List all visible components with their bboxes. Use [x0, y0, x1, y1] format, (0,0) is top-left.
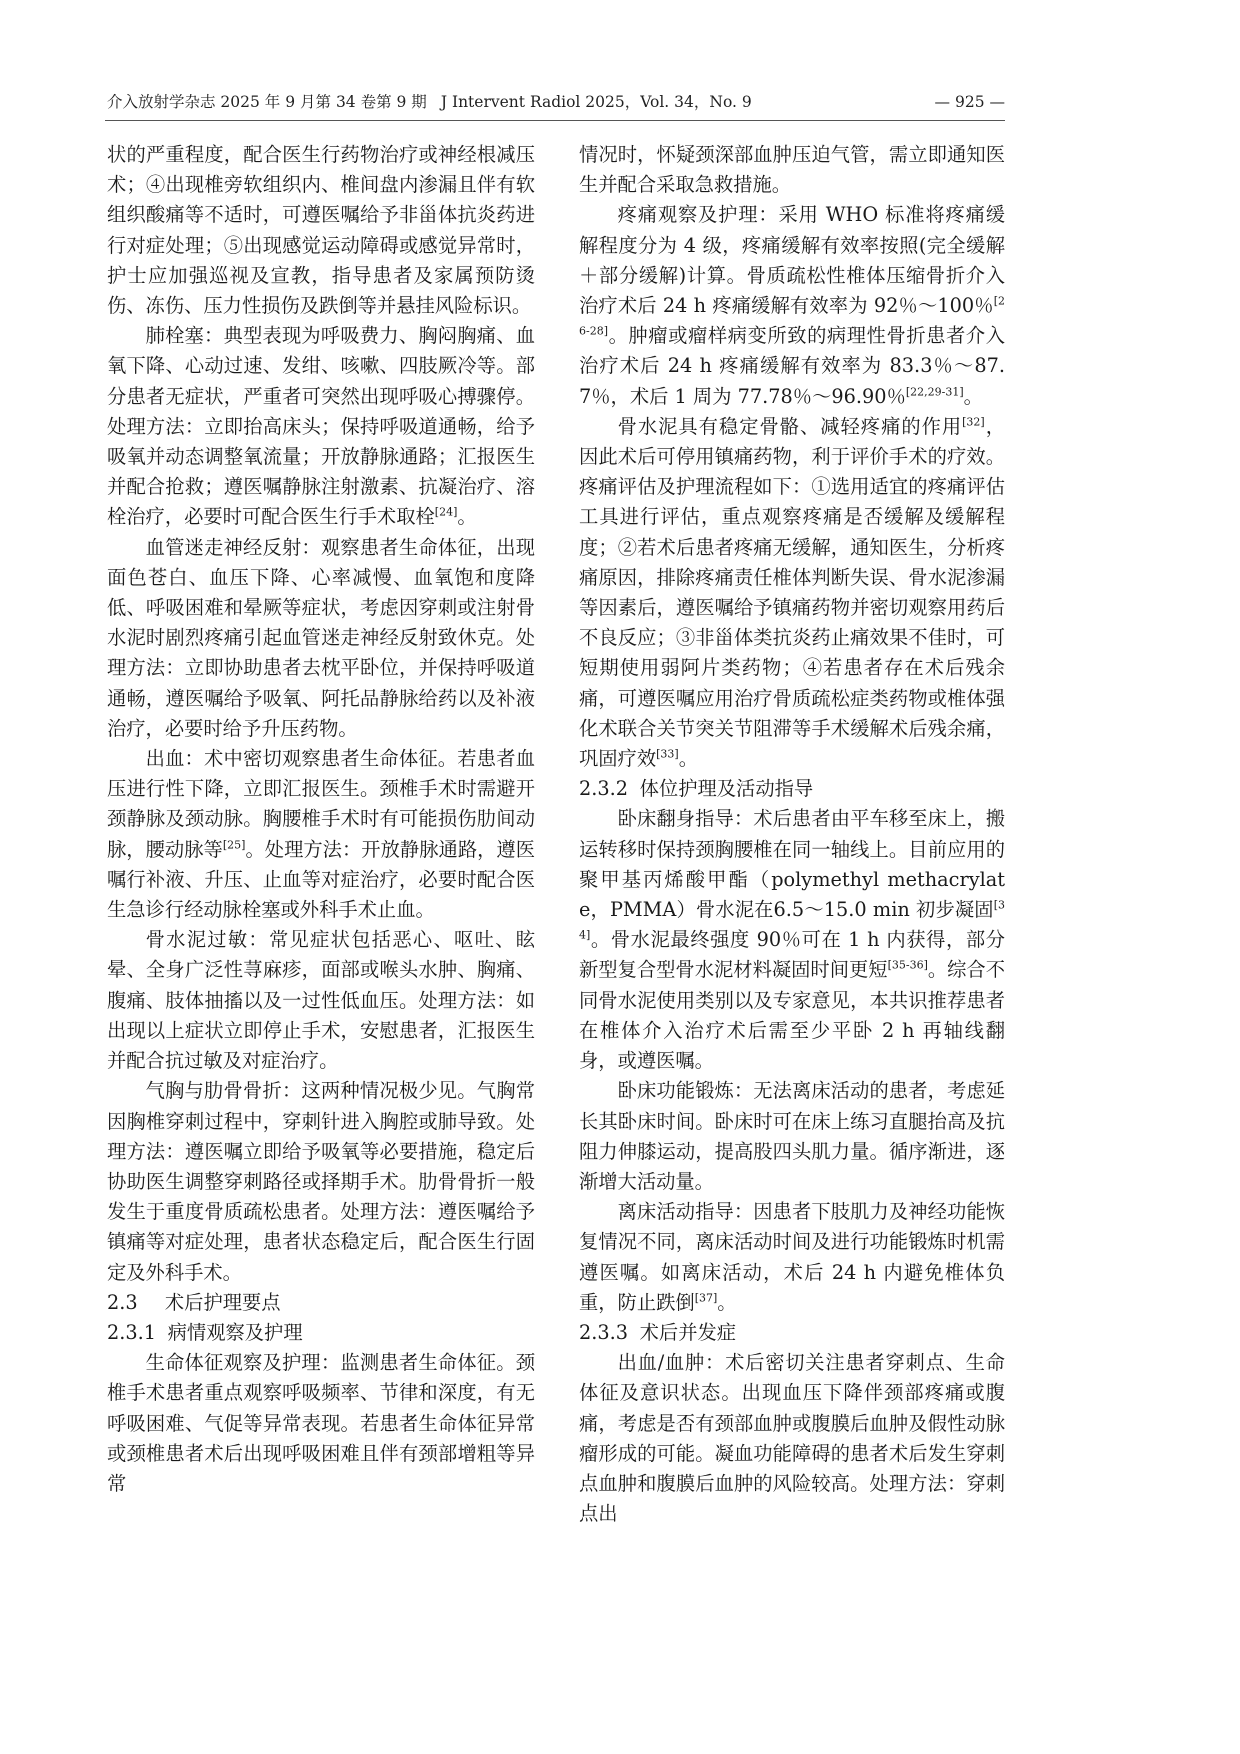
citation-ref: [33]: [656, 747, 679, 761]
paragraph-text: ，因此术后可停用镇痛药物，利于评价手术的疗效。疼痛评估及护理流程如下：①选用适宜的疼痛评估工具进行评估，重点观察疼痛是否缓解及缓解程度；②若术后患者疼痛无缓解，通知医生，分析疼痛原因，排除疼痛责任椎体判断失误、骨水泥渗漏等因素后，遵医嘱给予镇痛药物并密切观察用药后不良反应；③非甾体类抗炎药止痛效果不佳时，可短期使用弱阿片类药物；④若患者存在术后残余痛，可遵医嘱应用治疗骨质疏松症类药物或椎体强化术联合关节突关节阻滞等手术缓解术后残余痛，巩固疗效: [579, 414, 1006, 771]
header-rule: [105, 120, 1005, 121]
citation-ref: [22,29-31]: [905, 384, 964, 398]
paragraph-text: 状的严重程度，配合医生行药物治疗或神经根减压术；④出现椎旁软组织内、椎间盘内渗漏且伴有软组织酸痛等不适时，可遵医嘱给予非甾体抗炎药进行对症处理；⑤出现感觉运动障碍或感觉异常时，护士应加强巡视及宣教，指导患者及家属预防烫伤、冻伤、压力性损伤及跌倒等并悬挂风险标识。: [107, 143, 535, 318]
citation-ref: [37]: [694, 1291, 718, 1305]
paragraph-text: 血管迷走神经反射：观察患者生命体征，出现面色苍白、血压下降、心率减慢、血氧饱和度降低、呼吸困难和晕厥等症状，考虑因穿刺或注射骨水泥时剧烈疼痛引起血管迷走神经反射致休克。处理方法：立即协助患者去枕平卧位，并保持呼吸道通畅，遵医嘱给予吸氧、阿托品静脉给药以及补液治疗，必要时给予升压药物。: [107, 535, 535, 740]
paragraph-bed-exercise: [579, 1076, 1005, 1197]
citation-ref: [26-28]: [579, 294, 1005, 338]
citation-ref: [25]: [222, 837, 246, 851]
running-header: [107, 90, 1005, 114]
section-heading-2-3: [107, 1288, 535, 1318]
paragraph-text: 骨水泥过敏：常见症状包括恶心、呕吐、眩晕、全身广泛性荨麻疹，面部或喉头水肿、胸痛、腹痛、肢体抽搐以及一过性低血压。处理方法：如出现以上症状立即停止手术，安慰患者，汇报医生并配合抗过敏及对症治疗。: [107, 928, 535, 1073]
paragraph-text: 离床活动指导：因患者下肢肌力及神经功能恢复情况不同，离床活动时间及进行功能锻炼时机需遵医嘱。如离床活动，术后 24 h 内避免椎体负重，防止跌倒: [579, 1200, 1005, 1314]
paragraph-continued: [107, 140, 535, 321]
paragraph-text: 疼痛观察及护理：采用 WHO 标准将疼痛缓解程度分为 4 级，疼痛缓解有效率按照(完全缓解＋部分缓解)计算。骨质疏松性椎体压缩骨折介入治疗术后 24 h 疼痛缓解有效率为 92％～100％: [579, 203, 1005, 318]
citation-ref: [34]: [579, 898, 1005, 942]
paragraph-text: 肺栓塞：典型表现为呼吸费力、胸闷胸痛、血氧下降、心动过速、发绀、咳嗽、四肢厥冷等。部分患者无症状，严重者可突然出现呼吸心搏骤停。处理方法：立即抬高床头；保持呼吸道通畅，给予吸氧并动态调整氧流量；开放静脉通路；汇报医生并配合抢救；遵医嘱静脉注射激素、抗凝治疗、溶栓治疗，必要时可配合医生行手术取栓: [107, 324, 535, 529]
paragraph-text: 出血：术中密切观察患者生命体征。若患者血压进行性下降，立即汇报医生。颈椎手术时需避开颈静脉及颈动脉。胸腰椎手术时有可能损伤肋间动脉，腰动脉等: [107, 747, 535, 861]
section-number: 2.3.2: [579, 777, 629, 801]
paragraph-bleeding-hematoma: [579, 1348, 1005, 1529]
citation-ref: [32]: [962, 415, 985, 429]
journal-title-en: J Intervent Radiol 2025，Vol. 34，No. 9: [440, 93, 752, 111]
paragraph-cement-allergy: [107, 925, 535, 1076]
paragraph-text: 气胸与肋骨骨折：这两种情况极少见。气胸常因胸椎穿刺过程中，穿刺针进入胸腔或肺导致。处理方法：遵医嘱立即给予吸氧等必要措施，稳定后协助医生调整穿刺路径或择期手术。肋骨骨折一般发生于重度骨质疏松患者。处理方法：遵医嘱给予镇痛等对症处理，患者状态稳定后，配合医生行固定及外科手术。: [107, 1079, 535, 1284]
paragraph-text: 生命体征观察及护理：监测患者生命体征。颈椎手术患者重点观察呼吸频率、节律和深度，有无呼吸困难、气促等异常表现。若患者生命体征异常或颈椎患者术后出现呼吸困难且伴有颈部增粗等异常: [107, 1351, 535, 1495]
paragraph-text: 。: [717, 1290, 737, 1314]
paragraph-text: 骨水泥具有稳定骨骼、减轻疼痛的作用: [617, 414, 963, 438]
right-column: [579, 140, 1005, 1529]
journal-title-cn: 介入放射学杂志 2025 年 9 月第 34 卷第 9 期: [107, 93, 427, 111]
section-title: 病情观察及护理: [167, 1320, 303, 1344]
paragraph-text: 。综合不同骨水泥使用类别以及专家意见，本共识推荐患者在椎体介入治疗术后需至少平卧 2 h 再轴线翻身，或遵医嘱。: [579, 958, 1005, 1073]
paragraph-ambulation-guidance: [579, 1197, 1005, 1318]
section-number: 2.3.1: [107, 1320, 157, 1344]
subsection-heading-2-3-2: [579, 774, 1005, 804]
paragraph-pulmonary-embolism: [107, 321, 535, 532]
paragraph-turning-guidance: [579, 804, 1005, 1076]
paragraph-text: 。处理方法：开放静脉通路，遵医嘱行补液、升压、止血等对症治疗，必要时配合医生急诊行经动脉栓塞或外科手术止血。: [107, 837, 536, 922]
paragraph-text: 卧床翻身指导：术后患者由平车移至床上，搬运转移时保持颈胸腰椎在同一轴线上。目前应用的聚甲基丙烯酸甲酯（polymethyl methacrylate，PMMA）骨水泥在6.5～15.0 min 初步凝固: [579, 807, 1005, 922]
paragraph-text: 。骨水泥最终强度 90％可在 1 h 内获得，部分新型复合型骨水泥材料凝固时间更短: [579, 928, 1005, 982]
section-number: 2.3.3: [579, 1320, 629, 1344]
section-title: 体位护理及活动指导: [639, 777, 814, 801]
left-column: [107, 140, 535, 1499]
paragraph-text: 。: [457, 505, 477, 529]
paragraph-text: 。肿瘤或瘤样病变所致的病理性骨折患者介入治疗术后 24 h 疼痛缓解有效率为 83.3％～87.7％，术后 1 周为 77.78％～96.90％: [579, 324, 1005, 408]
paragraph-vital-signs: [107, 1348, 535, 1499]
paragraph-pneumothorax-rib-fracture: [107, 1076, 535, 1287]
citation-ref: [24]: [434, 505, 458, 519]
paragraph-text: 情况时，怀疑颈深部血肿压迫气管，需立即通知医生并配合采取急救措施。: [579, 143, 1005, 197]
subsection-heading-2-3-3: [579, 1318, 1005, 1348]
section-title: 术后并发症: [639, 1320, 737, 1344]
paragraph-pain-management: [579, 412, 1005, 774]
paragraph-text: 出血/血肿：术后密切关注患者穿刺点、生命体征及意识状态。出现血压下降伴颈部疼痛或腹痛，考虑是否有颈部血肿或腹膜后血肿及假性动脉瘤形成的可能。凝血功能障碍的患者术后发生穿刺点血肿和腹膜后血肿的风险较高。处理方法：穿刺点出: [579, 1351, 1005, 1526]
paragraph-intraoperative-bleeding: [107, 744, 535, 925]
page-number: — 925 —: [934, 93, 1005, 111]
section-title: 术后护理要点: [164, 1290, 281, 1314]
paragraph-pain-observation: [579, 200, 1005, 411]
paragraph-vasovagal-reflex: [107, 533, 535, 744]
paragraph-text: 。: [963, 384, 983, 408]
section-number: 2.3: [107, 1290, 138, 1314]
paragraph-text: 。: [678, 747, 698, 771]
citation-ref: [35-36]: [887, 958, 928, 972]
subsection-heading-2-3-1: [107, 1318, 535, 1348]
paragraph-text: 卧床功能锻炼：无法离床活动的患者，考虑延长其卧床时间。卧床时可在床上练习直腿抬高及抗阻力伸膝运动，提高股四头肌力量。循序渐进，逐渐增大活动量。: [579, 1079, 1005, 1193]
paragraph-continued: [579, 140, 1005, 200]
